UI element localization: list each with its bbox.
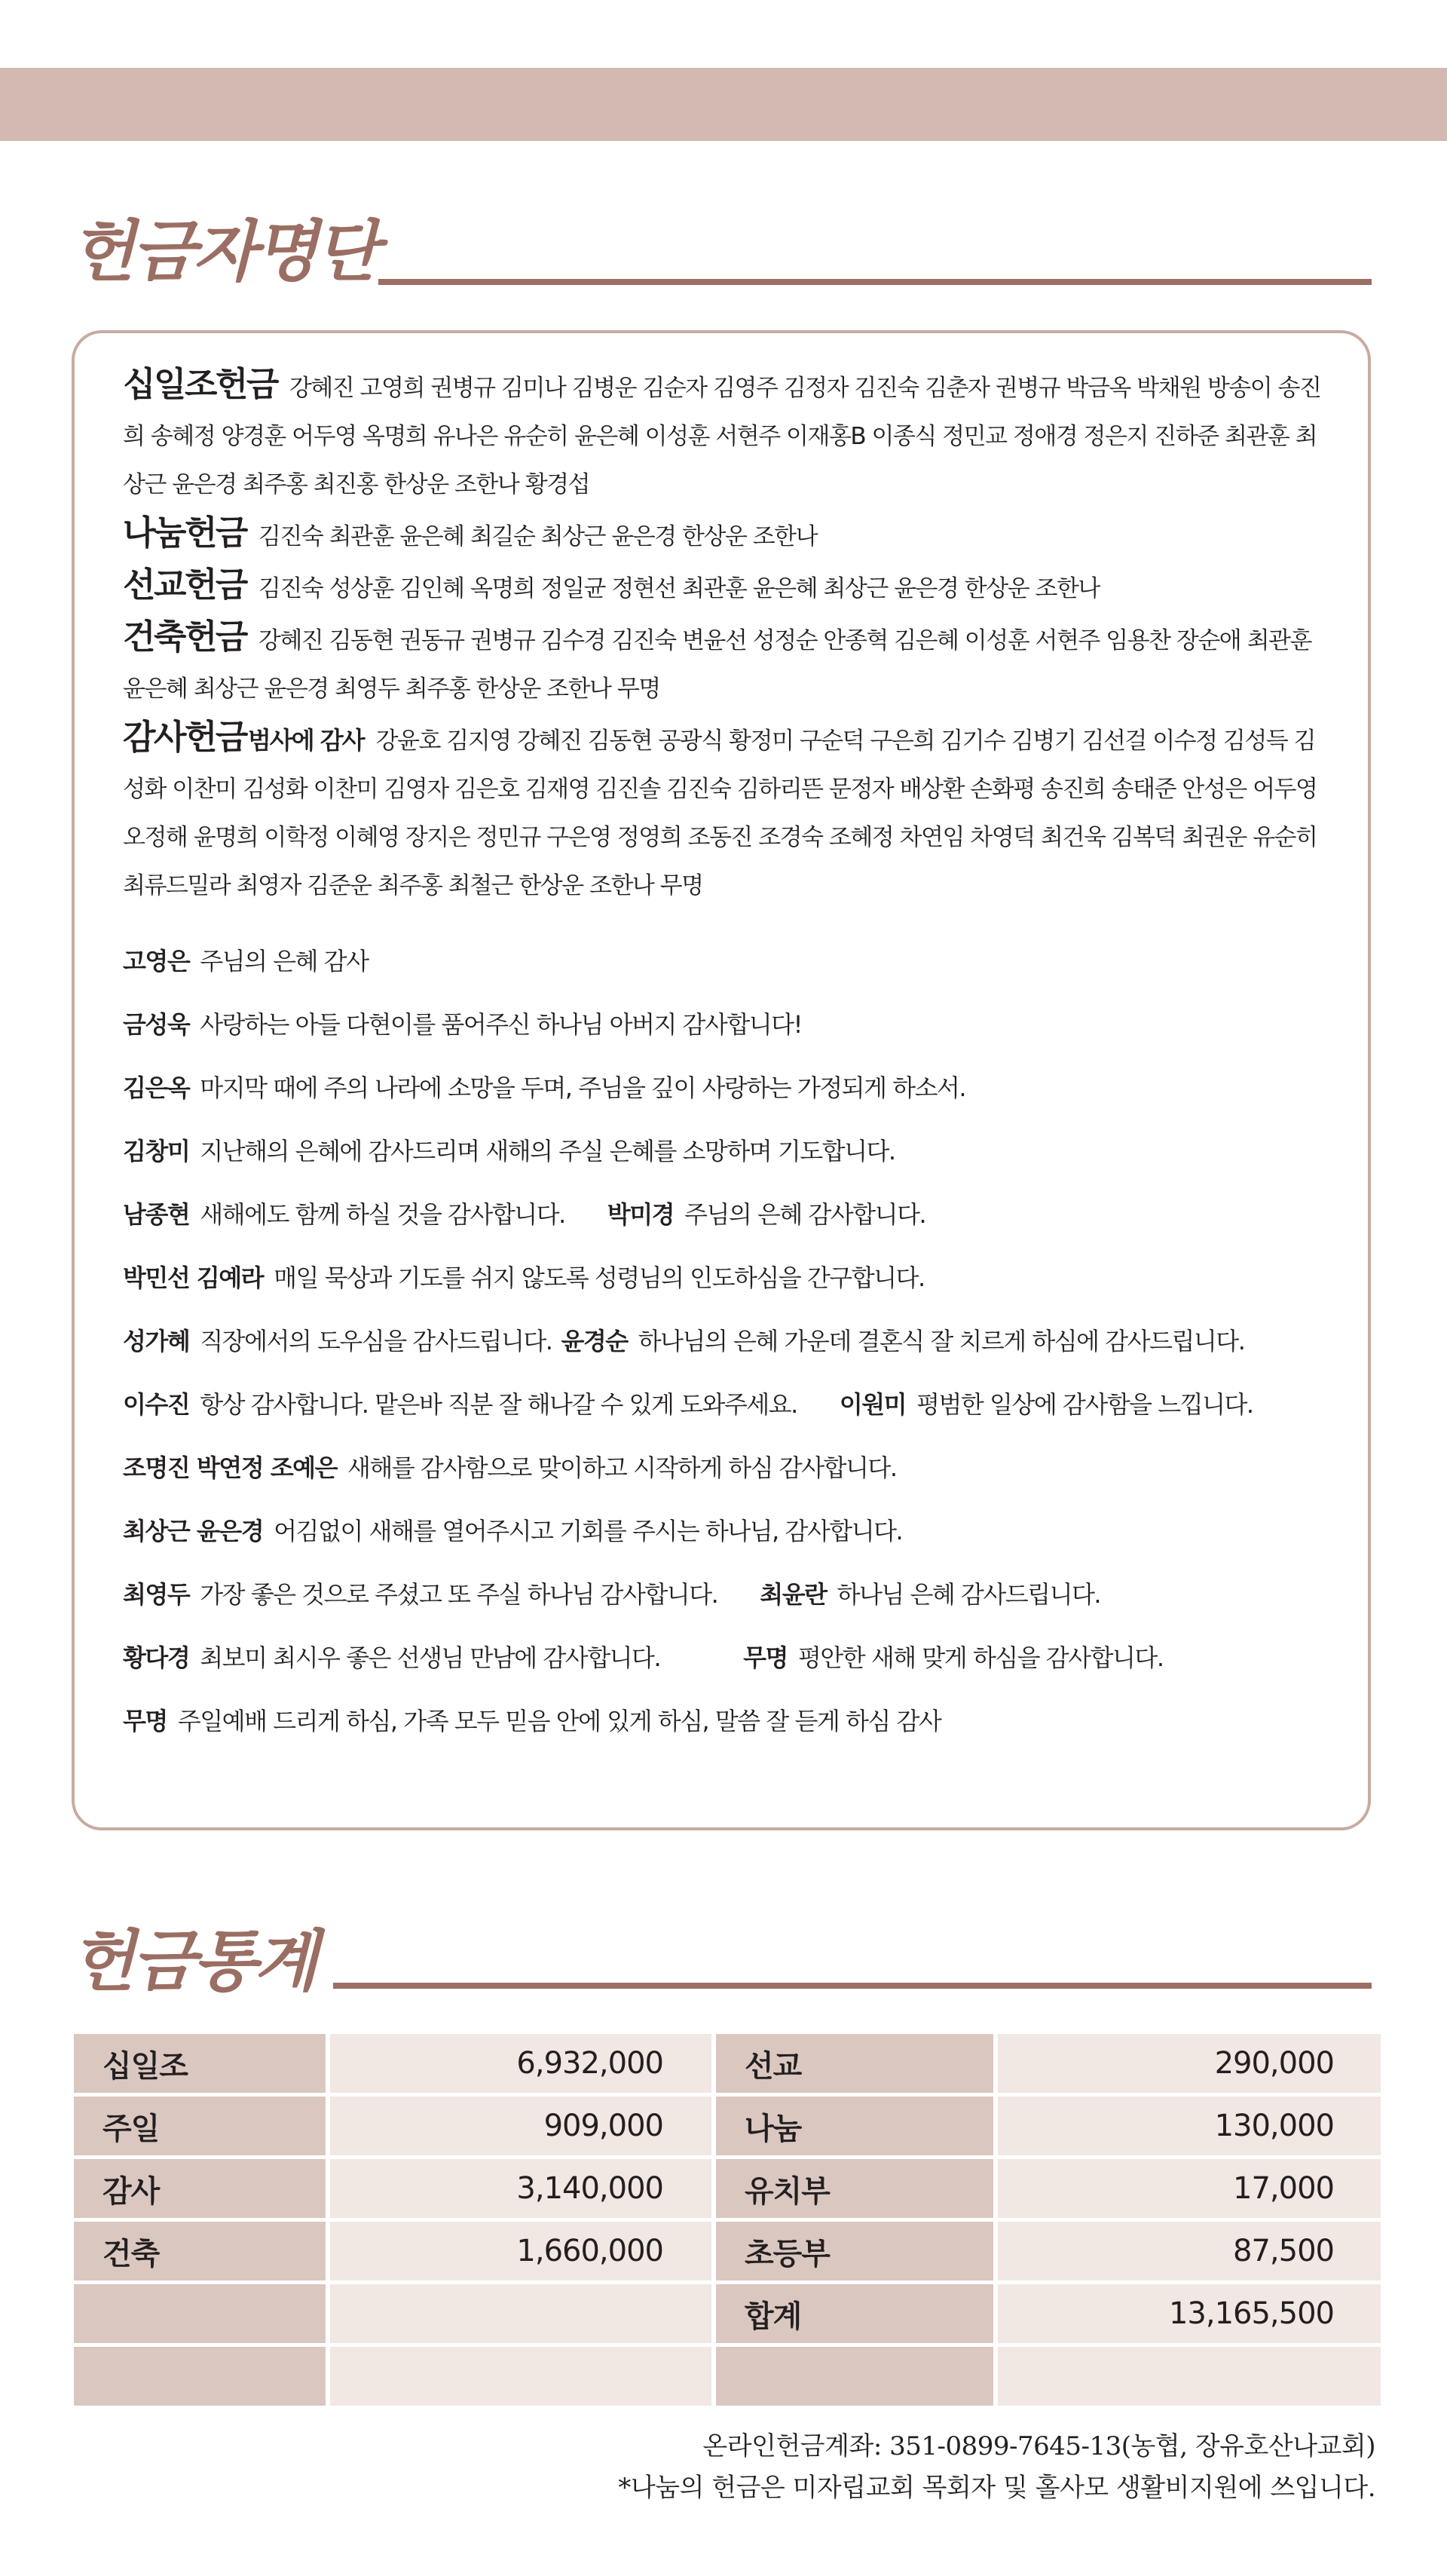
donor-group-label: 선교헌금 (123, 565, 246, 605)
stat-label: 초등부 (716, 2222, 993, 2280)
stat-value: 909,000 (330, 2097, 711, 2155)
thanks-text: 최보미 최시우 좋은 선생님 만남에 감사합니다. (200, 1643, 661, 1672)
thanks-name: 박민선 김예라 (123, 1263, 264, 1292)
donor-list-heading (71, 213, 377, 290)
thanks-messages (123, 930, 1336, 1753)
donor-group-label: 십일조헌금 (123, 364, 277, 404)
thanks-name: 고영은 (123, 947, 190, 976)
thanks-text: 하나님 은혜 감사드립니다. (837, 1580, 1101, 1609)
donor-group-names: 강혜진 고영희 권병규 김미나 김병운 김순자 김영주 김정자 김진숙 김춘자 권병규 박금옥 박채원 방송이 송진희 송혜정 양경훈 어두영 옥명희 유나은 유순히 윤은혜 이성훈 서현주 이재홍B 이종식 정민교 정애경 정은지 진하준 최관훈 최상근 윤은경 최주홍 최진홍 한상운 조한나 황경섭 (123, 375, 1321, 498)
stat-label (74, 2284, 326, 2343)
thanks-message (123, 1309, 1336, 1373)
thanks-message (123, 1626, 1336, 1689)
stat-value (998, 2347, 1381, 2406)
thanks-name: 무명 (743, 1643, 788, 1672)
thanks-text: 어김없이 새해를 열어주시고 기회를 주시는 하나님, 감사합니다. (274, 1517, 903, 1545)
thanks-name: 남종현 (123, 1200, 190, 1229)
thanks-message (123, 1183, 1336, 1246)
donor-list-box (72, 330, 1371, 1830)
stat-label: 주일 (74, 2097, 326, 2155)
thanks-text: 직장에서의 도우심을 감사드립니다. (200, 1327, 552, 1355)
thanks-text: 매일 묵상과 기도를 쉬지 않도록 성령님의 인도하심을 간구합니다. (274, 1263, 925, 1292)
donor-group-names: 김진숙 성상훈 김인혜 옥명희 정일균 정현선 최관훈 윤은혜 최상근 윤은경 한상운 조한나 (258, 575, 1100, 602)
thanks-message (123, 1563, 1336, 1626)
donor-group-names: 강윤호 김지영 강혜진 김동현 공광식 황정미 구순덕 구은희 김기수 김병기 김선걸 이수정 김성득 김성화 이찬미 김성화 이찬미 김영자 김은호 김재영 김진솔 김진숙 김하리뜬 문정자 배상환 손화평 송진희 송태준 안성은 어두영 오정해 윤명희 이학정 이혜영 장지은 정민규 구은영 정영희 조동진 조경숙 조혜정 차연임 차영덕 최건욱 김복덕 최권운 유순히 최류드밀라 최영자 김준운 최주홍 최철근 한상운 조한나 무명 (123, 727, 1317, 899)
thanks-text: 항상 감사합니다. 맡은바 직분 잘 해나갈 수 있게 도와주세요. (200, 1390, 797, 1419)
thanks-message (123, 1056, 1336, 1120)
thanks-name: 조명진 박연정 조예은 (123, 1453, 337, 1482)
donor-group-mission (123, 561, 1336, 613)
stat-total-value: 13,165,500 (998, 2284, 1381, 2343)
table-row (74, 2284, 1381, 2343)
stat-value: 130,000 (998, 2097, 1381, 2155)
stats-title: 헌금통계 (71, 1922, 316, 2000)
stats-title-rule (333, 1983, 1372, 1989)
stat-label: 나눔 (716, 2097, 993, 2155)
stat-value: 3,140,000 (330, 2159, 711, 2218)
stat-value: 290,000 (998, 2034, 1381, 2093)
donor-list-title: 헌금자명단 (71, 213, 377, 290)
thanks-text: 평범한 일상에 감사함을 느낍니다. (916, 1390, 1253, 1419)
top-decorative-band (0, 68, 1447, 141)
table-row (74, 2034, 1381, 2093)
stat-label: 감사 (74, 2159, 326, 2218)
thanks-message (123, 1436, 1336, 1499)
donor-group-names: 강혜진 김동현 권동규 권병규 김수경 김진숙 변윤선 성정순 안종혁 김은혜 이성훈 서현주 임용찬 장순애 최관훈 윤은혜 최상근 윤은경 최영두 최주홍 한상운 조한나 무명 (123, 627, 1311, 703)
donor-group-label: 건축헌금 (123, 617, 246, 657)
thanks-text: 하나님의 은혜 가운데 결혼식 잘 치르게 하심에 감사드립니다. (638, 1327, 1245, 1355)
thanks-name: 황다경 (123, 1643, 190, 1672)
thanks-name: 김은옥 (123, 1074, 190, 1102)
table-row (74, 2347, 1381, 2406)
table-row (74, 2097, 1381, 2155)
stat-label: 유치부 (716, 2159, 993, 2218)
table-row (74, 2159, 1381, 2218)
thanks-text: 지난해의 은혜에 감사드리며 새해의 주실 은혜를 소망하며 기도합니다. (200, 1137, 895, 1165)
donor-group-thanksgiving (123, 713, 1336, 910)
thanks-name: 이수진 (123, 1390, 190, 1419)
thanks-message (123, 1499, 1336, 1563)
stat-total-label: 합계 (716, 2284, 993, 2343)
thanks-text: 주님의 은혜 감사합니다. (684, 1200, 926, 1229)
thanks-text: 새해에도 함께 하실 것을 감사합니다. (200, 1200, 565, 1229)
thanks-message (123, 930, 1336, 993)
thanks-message (123, 1246, 1336, 1309)
stat-label (74, 2347, 326, 2406)
stat-label: 선교 (716, 2034, 993, 2093)
thanks-text: 새해를 감사함으로 맞이하고 시작하게 하심 감사합니다. (347, 1453, 897, 1482)
thanks-text: 사랑하는 아들 다현이를 품어주신 하나님 아버지 감사합니다! (200, 1010, 802, 1039)
stat-value: 87,500 (998, 2222, 1381, 2280)
table-row (74, 2222, 1381, 2280)
stat-label: 십일조 (74, 2034, 326, 2093)
thanks-name: 최윤란 (760, 1580, 827, 1609)
donor-title-rule (378, 279, 1372, 285)
stat-label: 건축 (74, 2222, 326, 2280)
donor-group-building (123, 613, 1336, 713)
thanks-name: 윤경순 (561, 1327, 628, 1355)
online-account-info: 온라인헌금계좌: 351-0899-7645-13(농협, 장유호산나교회) (702, 2431, 1375, 2461)
donor-group-names: 김진숙 최관훈 윤은혜 최길순 최상근 윤은경 한상운 조한나 (258, 523, 818, 550)
thanks-message (123, 1373, 1336, 1436)
donor-group-label: 감사헌금 (123, 717, 246, 757)
sharing-offering-note: *나눔의 헌금은 미자립교회 목회자 및 홀사모 생활비지원에 쓰입니다. (618, 2473, 1375, 2503)
thanks-name: 최상근 윤은경 (123, 1517, 264, 1545)
thanks-name: 무명 (123, 1707, 167, 1735)
thanks-text: 가장 좋은 것으로 주셨고 또 주실 하나님 감사합니다. (200, 1580, 718, 1609)
stat-value: 6,932,000 (330, 2034, 711, 2093)
stats-heading (71, 1922, 316, 2000)
thanks-text: 주님의 은혜 감사 (200, 947, 369, 976)
stat-value: 17,000 (998, 2159, 1381, 2218)
donor-group-sharing (123, 509, 1336, 561)
offering-stats-table (69, 2030, 1385, 2409)
stat-value: 1,660,000 (330, 2222, 711, 2280)
donor-group-label: 나눔헌금 (123, 513, 246, 553)
thanks-name: 성가혜 (123, 1327, 190, 1355)
thanks-name: 김창미 (123, 1137, 190, 1165)
thanks-name: 이원미 (839, 1390, 907, 1419)
donor-group-tithe (123, 360, 1336, 509)
thanks-name: 박미경 (607, 1200, 675, 1229)
thanks-name: 금성욱 (123, 1010, 190, 1039)
thanks-name: 최영두 (123, 1580, 190, 1609)
stat-label (716, 2347, 993, 2406)
thanks-text: 주일예배 드리게 하심, 가족 모두 믿음 안에 있게 하심, 말씀 잘 듣게 하심 감사 (177, 1707, 941, 1735)
stat-value (330, 2347, 711, 2406)
thanks-message (123, 993, 1336, 1056)
stat-value (330, 2284, 711, 2343)
thanks-message (123, 1689, 1336, 1753)
thanks-text: 마지막 때에 주의 나라에 소망을 두며, 주님을 깊이 사랑하는 가정되게 하소서. (200, 1074, 966, 1102)
thanks-text: 평안한 새해 맞게 하심을 감사합니다. (797, 1643, 1164, 1672)
donor-group-sublabel: 범사에 감사 (247, 726, 364, 755)
thanks-message (123, 1120, 1336, 1183)
